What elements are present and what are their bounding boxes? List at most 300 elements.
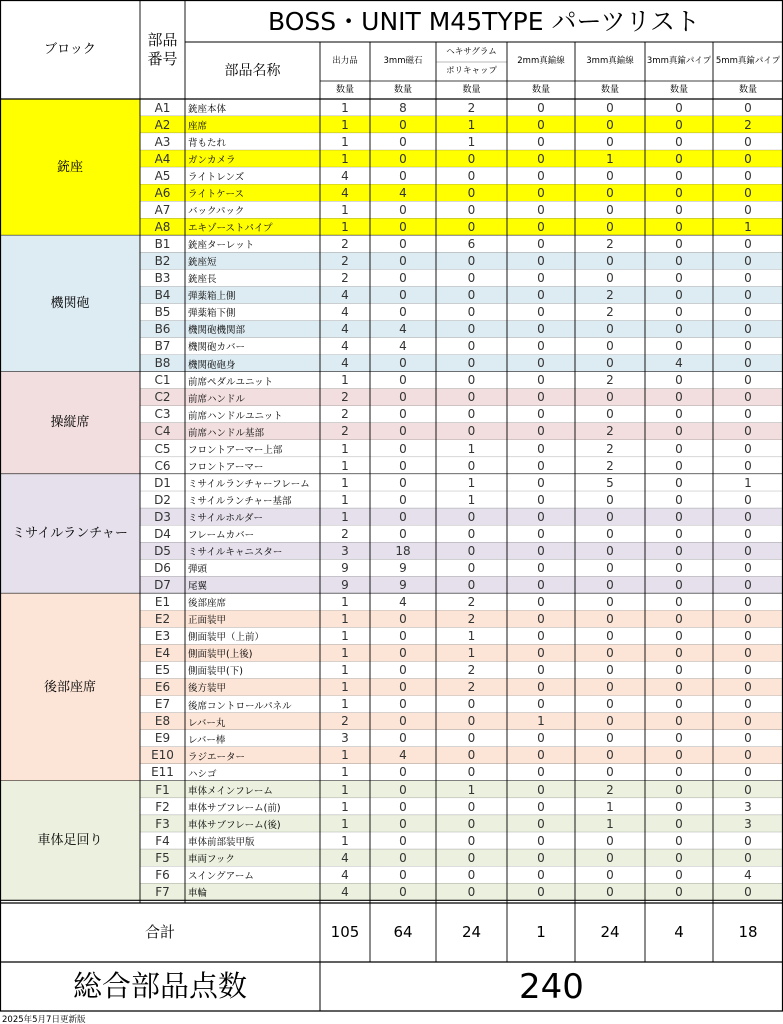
qty-cell: 4 [341, 850, 349, 865]
part-name: 尾翼 [188, 581, 208, 593]
qty-cell: 0 [744, 185, 752, 200]
qty-cell: 2 [467, 663, 476, 678]
qty-cell: 0 [399, 236, 407, 251]
qty-cell: 0 [537, 390, 545, 405]
qty-cell: 0 [467, 407, 476, 422]
total-value: 105 [330, 923, 360, 941]
qty-cell: 0 [744, 560, 752, 575]
part-code: E2 [154, 612, 171, 627]
total-value: 24 [461, 923, 482, 941]
qty-cell: 0 [675, 560, 683, 575]
qty-cell: 4 [341, 185, 349, 200]
qty-cell: 0 [537, 629, 545, 644]
total-value: 4 [674, 923, 684, 941]
qty-cell: 0 [606, 850, 614, 865]
qty-cell: 1 [341, 117, 349, 132]
part-name: 前席ハンドル基部 [188, 427, 265, 439]
qty-cell: 1 [467, 646, 476, 661]
part-code: C4 [154, 424, 171, 439]
qty-cell: 0 [537, 833, 545, 848]
part-code: E6 [154, 680, 171, 695]
qty-cell: 0 [744, 407, 752, 422]
qty-cell: 0 [675, 543, 683, 558]
part-code: D3 [154, 509, 171, 524]
qty-cell: 0 [744, 714, 752, 729]
part-name: 銃座長 [188, 274, 217, 286]
part-code: F2 [155, 799, 170, 814]
qty-cell: 0 [399, 646, 407, 661]
qty-cell: 0 [675, 134, 683, 149]
part-name: 機関砲機関部 [188, 325, 246, 337]
qty-cell: 0 [537, 543, 545, 558]
qty-cell: 9 [341, 560, 349, 575]
column-qty-label: 数量 [393, 84, 412, 95]
qty-cell: 0 [537, 288, 545, 303]
total-value: 24 [600, 923, 620, 941]
qty-cell: 0 [467, 867, 476, 882]
qty-cell: 0 [606, 253, 614, 268]
part-name: 後部座席 [188, 598, 227, 610]
qty-cell: 0 [675, 117, 683, 132]
part-name: 座席 [188, 120, 208, 132]
qty-cell: 0 [675, 663, 683, 678]
qty-cell: 0 [537, 663, 545, 678]
part-name: 車体前部装甲版 [188, 836, 255, 848]
qty-cell: 1 [341, 816, 349, 831]
qty-cell: 0 [399, 526, 407, 541]
qty-cell: 4 [341, 288, 349, 303]
qty-cell: 0 [467, 151, 476, 166]
qty-cell: 0 [399, 407, 407, 422]
qty-cell: 2 [467, 612, 476, 627]
sheet-title: BOSS・UNIT M45TYPE パーツリスト [268, 6, 700, 36]
qty-cell: 0 [675, 219, 683, 234]
part-code: B4 [154, 288, 171, 303]
qty-cell: 0 [399, 219, 407, 234]
qty-cell: 0 [467, 185, 476, 200]
part-name: バックパック [188, 206, 245, 218]
qty-cell: 1 [341, 594, 349, 609]
qty-cell: 2 [606, 424, 614, 439]
qty-cell: 3 [744, 816, 752, 831]
qty-cell: 0 [744, 100, 752, 115]
qty-cell: 2 [467, 100, 476, 115]
qty-cell: 0 [675, 833, 683, 848]
qty-cell: 0 [675, 697, 683, 712]
qty-cell: 0 [537, 168, 545, 183]
qty-cell: 0 [399, 458, 407, 473]
part-name: ミサイルホルダー [188, 512, 263, 524]
qty-cell: 0 [537, 612, 545, 627]
part-name: 前席ハンドルユニット [188, 410, 283, 422]
qty-cell: 0 [537, 850, 545, 865]
qty-cell: 0 [467, 714, 476, 729]
qty-cell: 0 [606, 339, 614, 354]
qty-cell: 0 [675, 799, 683, 814]
qty-cell: 0 [606, 202, 614, 217]
qty-cell: 0 [744, 646, 752, 661]
qty-cell: 0 [537, 509, 545, 524]
part-code: F7 [155, 884, 170, 899]
qty-cell: 0 [399, 714, 407, 729]
qty-cell: 2 [341, 236, 349, 251]
part-code: F3 [155, 816, 170, 831]
qty-cell: 0 [537, 867, 545, 882]
qty-cell: 2 [341, 390, 349, 405]
part-code: E4 [154, 646, 171, 661]
column-qty-label: 数量 [738, 84, 757, 95]
qty-cell: 0 [399, 271, 407, 286]
header-block: ブロック [44, 42, 96, 57]
qty-cell: 0 [606, 629, 614, 644]
qty-cell: 4 [341, 305, 349, 320]
qty-cell: 0 [399, 390, 407, 405]
qty-cell: 2 [606, 288, 614, 303]
qty-cell: 0 [744, 850, 752, 865]
part-name: ミサイルランチャー基部 [188, 495, 292, 507]
qty-cell: 0 [606, 168, 614, 183]
part-name: 車両フック [188, 853, 235, 865]
qty-cell: 0 [399, 373, 407, 388]
qty-cell: 1 [467, 117, 476, 132]
qty-cell: 0 [537, 219, 545, 234]
qty-cell: 0 [467, 305, 476, 320]
qty-cell: 0 [537, 339, 545, 354]
qty-cell: 1 [341, 612, 349, 627]
header-part-number [140, 0, 185, 99]
qty-cell: 0 [744, 594, 752, 609]
qty-cell: 1 [606, 151, 614, 166]
qty-cell: 0 [744, 663, 752, 678]
qty-cell: 0 [744, 884, 752, 899]
qty-cell: 0 [675, 816, 683, 831]
totals-label: 合計 [144, 923, 175, 941]
qty-cell: 0 [467, 339, 476, 354]
qty-cell: 0 [399, 731, 407, 746]
qty-cell: 0 [606, 407, 614, 422]
part-name: スイングアーム [188, 871, 254, 883]
qty-cell: 0 [467, 356, 476, 371]
qty-cell: 2 [341, 714, 349, 729]
qty-cell: 0 [675, 271, 683, 286]
qty-cell: 0 [399, 288, 407, 303]
qty-cell: 8 [399, 100, 407, 115]
qty-cell: 0 [537, 577, 545, 592]
qty-cell: 0 [606, 714, 614, 729]
part-name: 機関砲砲身 [188, 359, 236, 371]
qty-cell: 1 [467, 629, 476, 644]
qty-cell: 2 [341, 253, 349, 268]
qty-cell: 2 [606, 305, 614, 320]
part-name: 弾薬箱下側 [188, 308, 236, 320]
qty-cell: 0 [399, 356, 407, 371]
qty-cell: 0 [467, 322, 476, 337]
qty-cell: 9 [399, 577, 407, 592]
grand-total-value: 240 [519, 966, 584, 1007]
qty-cell: 0 [537, 117, 545, 132]
footer-note: 2025年5月7日更新版 [2, 1015, 86, 1024]
qty-cell: 0 [744, 577, 752, 592]
qty-cell: 0 [606, 271, 614, 286]
group-name: 後部座席 [43, 679, 96, 695]
qty-cell: 18 [395, 543, 411, 558]
qty-cell: 0 [537, 560, 545, 575]
part-code: A4 [154, 151, 171, 166]
part-code: E7 [154, 697, 171, 712]
qty-cell: 0 [399, 629, 407, 644]
qty-cell: 0 [744, 612, 752, 627]
part-code: E3 [154, 629, 171, 644]
qty-cell: 0 [467, 748, 476, 763]
qty-cell: 2 [341, 424, 349, 439]
part-name: 正面装甲 [188, 615, 227, 627]
qty-cell: 0 [606, 731, 614, 746]
qty-cell: 0 [744, 134, 752, 149]
qty-cell: 0 [467, 577, 476, 592]
qty-cell: 0 [399, 799, 407, 814]
qty-cell: 0 [675, 765, 683, 780]
qty-cell: 0 [537, 782, 545, 797]
part-code: A1 [154, 100, 171, 115]
part-code: F6 [155, 867, 170, 882]
part-code: B3 [154, 271, 171, 286]
qty-cell: 4 [341, 322, 349, 337]
qty-cell: 1 [467, 475, 476, 490]
qty-cell: 0 [467, 168, 476, 183]
qty-cell: 0 [606, 833, 614, 848]
qty-cell: 0 [467, 458, 476, 473]
qty-cell: 0 [467, 253, 476, 268]
part-name: 車体メインフレーム [188, 785, 273, 797]
qty-cell: 0 [675, 373, 683, 388]
column-header-5: 3mm真鍮線 [586, 56, 634, 67]
qty-cell: 0 [675, 441, 683, 456]
part-code: B1 [154, 236, 171, 251]
part-name: レバー棒 [188, 734, 226, 746]
qty-cell: 0 [467, 697, 476, 712]
part-name: 後席コントロールパネル [188, 700, 292, 712]
qty-cell: 2 [744, 117, 752, 132]
qty-cell: 4 [675, 356, 683, 371]
qty-cell: 2 [341, 407, 349, 422]
qty-cell: 0 [744, 441, 752, 456]
qty-cell: 0 [606, 867, 614, 882]
part-name: レバー丸 [188, 717, 226, 729]
qty-cell: 0 [399, 782, 407, 797]
qty-cell: 5 [606, 475, 614, 490]
qty-cell: 1 [341, 441, 349, 456]
qty-cell: 0 [399, 475, 407, 490]
qty-cell: 0 [399, 134, 407, 149]
qty-cell: 0 [537, 151, 545, 166]
qty-cell: 0 [675, 782, 683, 797]
qty-cell: 0 [606, 117, 614, 132]
part-code: E1 [154, 594, 171, 609]
qty-cell: 1 [744, 475, 752, 490]
qty-cell: 1 [537, 714, 545, 729]
column-qty-label: 数量 [462, 84, 481, 95]
qty-cell: 0 [537, 407, 545, 422]
qty-cell: 0 [399, 202, 407, 217]
qty-cell: 0 [675, 407, 683, 422]
qty-cell: 0 [675, 526, 683, 541]
qty-cell: 0 [399, 697, 407, 712]
qty-cell: 0 [606, 577, 614, 592]
header-part-number-line: 部品 [147, 30, 178, 49]
qty-cell: 1 [341, 765, 349, 780]
qty-cell: 9 [341, 577, 349, 592]
qty-cell: 0 [675, 202, 683, 217]
qty-cell: 0 [744, 288, 752, 303]
part-name: ライトケース [188, 189, 245, 201]
qty-cell: 0 [744, 629, 752, 644]
qty-cell: 0 [606, 594, 614, 609]
qty-cell: 0 [675, 151, 683, 166]
qty-cell: 4 [399, 748, 407, 763]
qty-cell: 0 [744, 356, 752, 371]
column-header-1: 出力品 [332, 56, 358, 67]
part-code: A3 [154, 134, 171, 149]
qty-cell: 0 [467, 271, 476, 286]
qty-cell: 0 [744, 458, 752, 473]
qty-cell: 0 [467, 560, 476, 575]
qty-cell: 0 [399, 663, 407, 678]
qty-cell: 0 [467, 884, 476, 899]
qty-cell: 1 [341, 134, 349, 149]
qty-cell: 0 [606, 185, 614, 200]
qty-cell: 0 [606, 322, 614, 337]
part-code: E10 [151, 748, 174, 763]
column-header-4: 2mm真鍮線 [517, 56, 565, 67]
qty-cell: 0 [675, 168, 683, 183]
qty-cell: 0 [467, 509, 476, 524]
qty-cell: 1 [341, 629, 349, 644]
qty-cell: 4 [399, 322, 407, 337]
part-code: C2 [154, 390, 171, 405]
qty-cell: 0 [606, 543, 614, 558]
qty-cell: 0 [606, 492, 614, 507]
qty-cell: 0 [675, 646, 683, 661]
qty-cell: 0 [399, 305, 407, 320]
qty-cell: 0 [537, 799, 545, 814]
qty-cell: 0 [399, 253, 407, 268]
qty-cell: 4 [744, 867, 752, 882]
qty-cell: 0 [744, 833, 752, 848]
part-code: F5 [155, 850, 170, 865]
qty-cell: 0 [744, 305, 752, 320]
header-part-number-line: 番号 [147, 49, 178, 68]
qty-cell: 0 [537, 748, 545, 763]
qty-cell: 0 [467, 765, 476, 780]
part-name: ラジエーター [188, 751, 246, 763]
qty-cell: 0 [675, 884, 683, 899]
part-name: エキゾーストパイプ [188, 223, 273, 235]
qty-cell: 0 [675, 680, 683, 695]
part-name: フロントアーマー上部 [188, 444, 283, 456]
qty-cell: 1 [467, 134, 476, 149]
qty-cell: 4 [341, 867, 349, 882]
part-name: フロントアーマー [188, 461, 264, 473]
column-header-6: 3mm真鍮パイプ [646, 56, 712, 67]
part-code: F4 [155, 833, 170, 848]
qty-cell: 0 [606, 219, 614, 234]
qty-cell: 0 [606, 680, 614, 695]
qty-cell: 1 [341, 373, 349, 388]
part-code: C5 [154, 441, 171, 456]
part-name: 背もたれ [188, 137, 227, 149]
qty-cell: 1 [341, 458, 349, 473]
part-name: 銃座ターレット [188, 240, 255, 252]
qty-cell: 0 [537, 680, 545, 695]
qty-cell: 0 [675, 867, 683, 882]
part-name: ミサイルキャニスター [188, 547, 283, 559]
qty-cell: 0 [744, 731, 752, 746]
qty-cell: 0 [537, 884, 545, 899]
part-code: A8 [154, 219, 171, 234]
qty-cell: 0 [606, 697, 614, 712]
part-code: A5 [154, 168, 171, 183]
qty-cell: 0 [537, 305, 545, 320]
qty-cell: 0 [399, 441, 407, 456]
qty-cell: 1 [467, 441, 476, 456]
qty-cell: 0 [675, 305, 683, 320]
qty-cell: 0 [675, 748, 683, 763]
part-code: B7 [154, 339, 171, 354]
qty-cell: 0 [606, 526, 614, 541]
qty-cell: 0 [606, 663, 614, 678]
qty-cell: 0 [675, 253, 683, 268]
column-qty-label: 数量 [335, 84, 354, 95]
qty-cell: 0 [467, 833, 476, 848]
qty-cell: 1 [341, 646, 349, 661]
qty-cell: 0 [467, 543, 476, 558]
qty-cell: 1 [341, 509, 349, 524]
qty-cell: 0 [675, 100, 683, 115]
qty-cell: 0 [744, 543, 752, 558]
qty-cell: 0 [467, 202, 476, 217]
qty-cell: 0 [606, 646, 614, 661]
qty-cell: 0 [744, 168, 752, 183]
part-code: C3 [154, 407, 171, 422]
qty-cell: 0 [399, 850, 407, 865]
qty-cell: 0 [744, 373, 752, 388]
part-code: D6 [154, 560, 171, 575]
qty-cell: 2 [467, 594, 476, 609]
qty-cell: 0 [606, 509, 614, 524]
group-name: ミサイルランチャー [12, 526, 128, 542]
qty-cell: 0 [537, 458, 545, 473]
part-code: D4 [154, 526, 171, 541]
part-code: B5 [154, 305, 171, 320]
qty-cell: 0 [675, 850, 683, 865]
qty-cell: 0 [467, 799, 476, 814]
column-qty-label: 数量 [669, 84, 688, 95]
part-code: B6 [154, 322, 171, 337]
qty-cell: 1 [341, 799, 349, 814]
qty-cell: 0 [399, 816, 407, 831]
qty-cell: 0 [675, 509, 683, 524]
part-code: C6 [154, 458, 171, 473]
qty-cell: 1 [341, 202, 349, 217]
part-name: 前席ペダルユニット [188, 376, 274, 388]
qty-cell: 0 [467, 731, 476, 746]
qty-cell: 0 [537, 731, 545, 746]
qty-cell: 1 [341, 219, 349, 234]
qty-cell: 0 [399, 680, 407, 695]
qty-cell: 0 [675, 322, 683, 337]
part-name: 側面装甲（上前） [188, 632, 265, 644]
qty-cell: 0 [467, 850, 476, 865]
